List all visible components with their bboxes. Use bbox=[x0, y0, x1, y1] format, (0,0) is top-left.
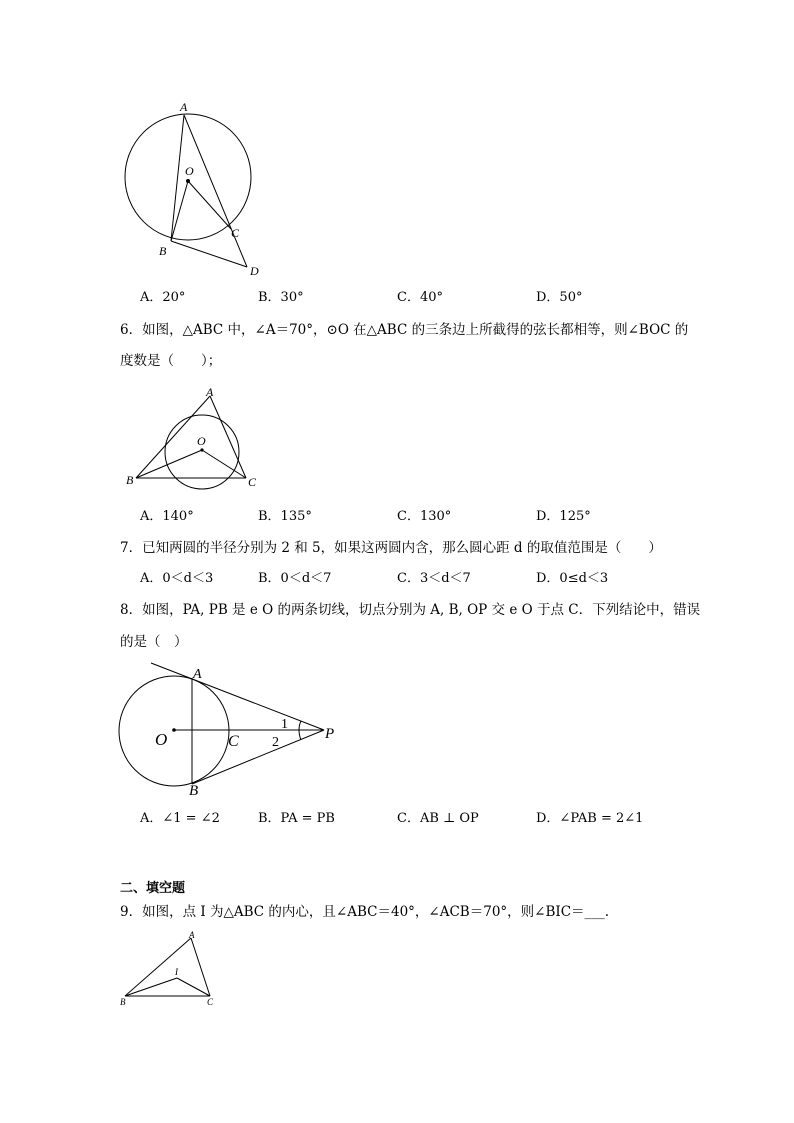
q6-center-point bbox=[200, 448, 203, 451]
q6-label-C: C bbox=[248, 475, 257, 489]
q8-tangent-PA bbox=[151, 663, 324, 730]
q6-figure bbox=[120, 384, 270, 494]
q8-angle-arc-2 bbox=[299, 730, 301, 740]
q6-question-line2: 度数是（ ）； bbox=[120, 353, 222, 369]
q7-option-c[interactable]: C．3＜d＜7 bbox=[397, 571, 471, 586]
q6-segment-OB bbox=[136, 450, 202, 478]
q6-segment-AC bbox=[210, 396, 246, 478]
section-title-fill-in: 二、填空题 bbox=[120, 881, 186, 896]
q8-option-a[interactable]: A．∠1 = ∠2 bbox=[140, 811, 220, 826]
q7-option-b[interactable]: B．0＜d＜7 bbox=[258, 571, 332, 586]
q5-label-O: O bbox=[185, 164, 194, 178]
q5-segment-BD bbox=[171, 241, 247, 267]
q8-option-c[interactable]: C．AB ⊥ OP bbox=[397, 811, 479, 826]
q8-label-A: A bbox=[193, 667, 202, 682]
q5-label-C: C bbox=[231, 226, 240, 240]
q9-segment-IB bbox=[125, 978, 177, 996]
q6-option-b[interactable]: B．135° bbox=[258, 509, 312, 524]
q5-option-a[interactable]: A．20° bbox=[140, 290, 186, 305]
q9-label-B: B bbox=[120, 997, 126, 1007]
q8-angle-arc-1 bbox=[299, 721, 301, 730]
q8-center-point bbox=[172, 728, 176, 732]
q8-question-line1: 8．如图，PA, PB 是 e O 的两条切线，切点分别为 A, B, OP 交 e O 于点 C．下列结论中，错误 bbox=[120, 602, 701, 618]
q8-label-O: O bbox=[155, 730, 168, 749]
q9-segment-AB bbox=[125, 938, 191, 996]
q9-label-A: A bbox=[189, 930, 195, 940]
q6-label-B: B bbox=[126, 473, 134, 487]
q8-question-line2: 的是（ ） bbox=[120, 634, 188, 650]
q8-label-angle1: 1 bbox=[281, 717, 288, 732]
q8-tangent-PB bbox=[192, 730, 324, 784]
q6-label-A: A bbox=[206, 385, 214, 399]
q6-label-O: O bbox=[197, 434, 206, 448]
q8-label-B: B bbox=[189, 783, 199, 799]
q5-center-point bbox=[186, 179, 190, 183]
q8-option-d[interactable]: D．∠PAB = 2∠1 bbox=[536, 811, 644, 826]
q9-label-I: I bbox=[175, 967, 178, 977]
q6-options bbox=[140, 508, 700, 526]
q6-question-line1: 6．如图，△ABC 中，∠A＝70°，⊙O 在△ABC 的三条边上所截得的弦长都相等，则∠BOC 的 bbox=[120, 322, 689, 338]
q8-option-b[interactable]: B．PA = PB bbox=[258, 811, 335, 826]
q8-label-C: C bbox=[228, 733, 239, 750]
q7-options bbox=[140, 570, 700, 588]
q9-label-C: C bbox=[207, 997, 214, 1007]
q5-label-B: B bbox=[159, 244, 167, 258]
q7-option-d[interactable]: D．0≤d＜3 bbox=[536, 571, 609, 586]
q6-option-a[interactable]: A．140° bbox=[140, 509, 194, 524]
q8-label-P: P bbox=[325, 726, 335, 742]
q5-option-c[interactable]: C．40° bbox=[397, 290, 443, 305]
q7-option-a[interactable]: A．0＜d＜3 bbox=[140, 571, 214, 586]
q5-options bbox=[140, 289, 700, 307]
q5-segment-OB bbox=[171, 181, 188, 241]
q5-segment-AB bbox=[171, 115, 184, 241]
q8-label-angle2: 2 bbox=[272, 735, 279, 750]
q5-figure bbox=[118, 95, 268, 280]
q9-figure bbox=[115, 928, 225, 1010]
q6-option-c[interactable]: C．130° bbox=[397, 509, 452, 524]
q5-option-d[interactable]: D．50° bbox=[536, 290, 583, 305]
q5-label-D: D bbox=[250, 264, 259, 278]
q5-label-A: A bbox=[180, 100, 188, 114]
q5-option-b[interactable]: B．30° bbox=[258, 290, 304, 305]
q8-options bbox=[140, 810, 700, 828]
q5-segment-OC bbox=[188, 181, 231, 229]
q8-figure bbox=[115, 658, 350, 800]
q9-question-line1: 9．如图，点 I 为△ABC 的内心，且∠ABC＝40°，∠ACB＝70°，则∠BIC＝___. bbox=[120, 904, 610, 920]
q7-question-line1: 7．已知两圆的半径分别为 2 和 5，如果这两圆内含，那么圆心距 d 的取值范围是（ ） bbox=[120, 540, 662, 556]
q6-option-d[interactable]: D．125° bbox=[536, 509, 591, 524]
